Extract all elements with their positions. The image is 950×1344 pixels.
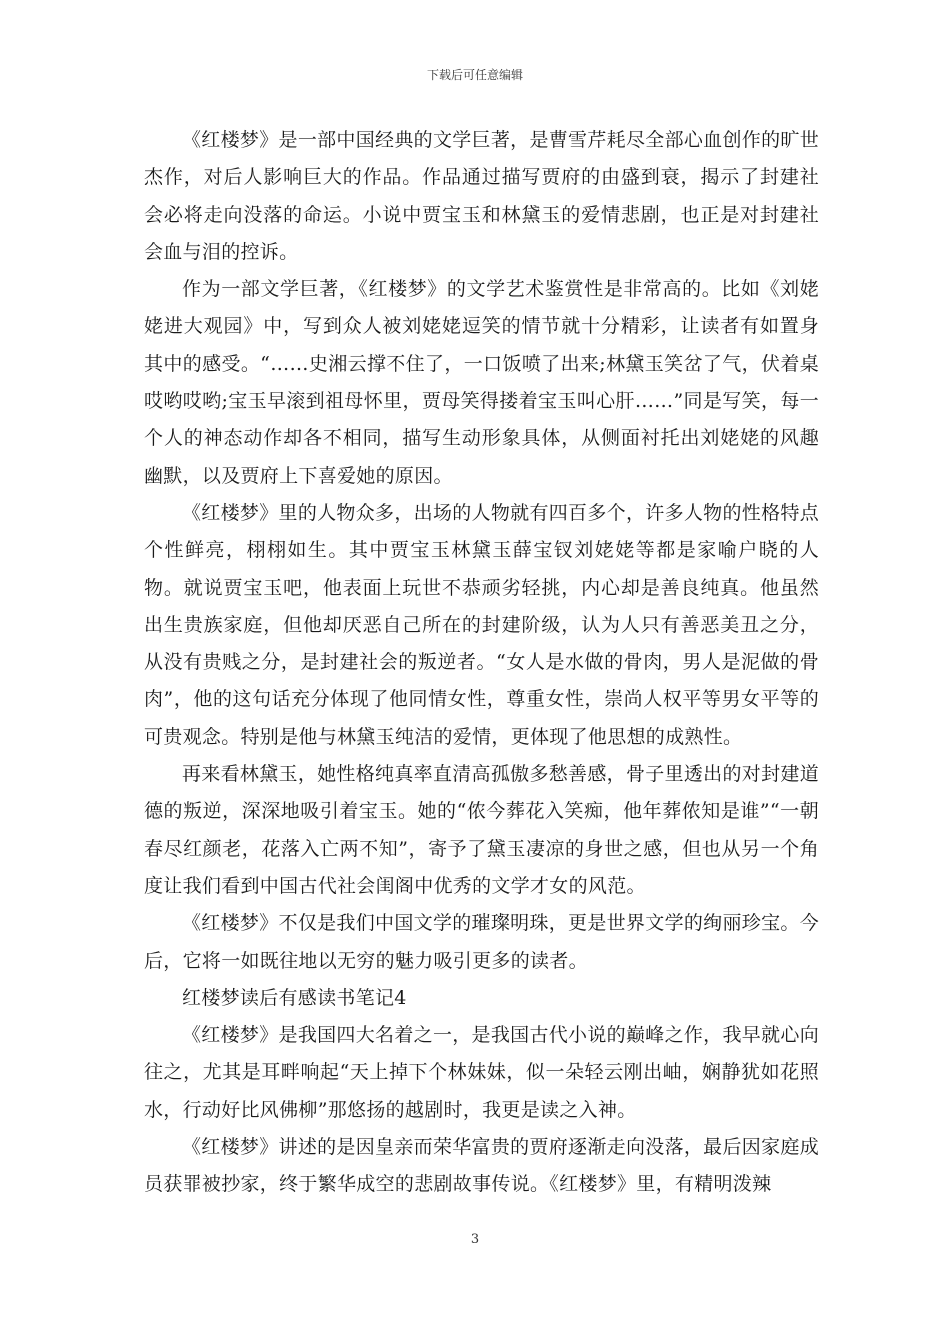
paragraph-2: 作为一部文学巨著，《红楼梦》的文学艺术鉴赏性是非常高的。比如《刘姥姥进大观园》中，写到众人被刘姥姥逗笑的情节就十分精彩，让读者有如置身其中的感受。“……史湘云撑不住了，一口饭喷了出来;林黛玉笑岔了气，伏着桌哎哟哎哟;宝玉早滚到祖母怀里，贾母笑得搂着宝玉叫心肝……”同是写笑，每一个人的神态动作却各不相同，描写生动形象具体，从侧面衬托出刘姥姥的风趣幽默，以及贾府上下喜爱她的原因。: [144, 278, 819, 487]
paragraph-3: 《红楼梦》里的人物众多，出场的人物就有四百多个，许多人物的性格特点个性鲜亮，栩栩如生。其中贾宝玉林黛玉薛宝钗刘姥姥等都是家喻户晓的人物。就说贾宝玉吧，他表面上玩世不恭顽劣轻挑，内心却是善良纯真。他虽然出生贵族家庭，但他却厌恶自己所在的封建阶级，认为人只有善恶美丑之分，从没有贵贱之分，是封建社会的叛逆者。“女人是水做的骨肉，男人是泥做的骨肉”，他的这句话充分体现了他同情女性，尊重女性，崇尚人权平等男女平等的可贵观念。特别是他与林黛玉纯洁的爱情，更体现了他思想的成熟性。: [144, 501, 819, 748]
paragraph-5: 《红楼梦》不仅是我们中国文学的璀璨明珠，更是世界文学的绚丽珍宝。今后，它将一如既往地以无穷的魅力吸引更多的读者。: [144, 912, 819, 972]
document-body: [144, 122, 819, 1204]
section-heading: 红楼梦读后有感读书笔记4: [182, 986, 407, 1009]
page-number: 3: [470, 1232, 480, 1247]
paragraph-4: 再来看林黛玉，她性格纯真率直清高孤傲多愁善感，骨子里透出的对封建道德的叛逆，深深地吸引着宝玉。她的“侬今葬花入笑痴，他年葬侬知是谁”“一朝春尽红颜老，花落入亡两不知”，寄予了黛玉凄凉的身世之感，但也从另一个角度让我们看到中国古代社会闺阁中优秀的文学才女的风范。: [144, 763, 819, 897]
paragraph-1: 《红楼梦》是一部中国经典的文学巨著，是曹雪芹耗尽全部心血创作的旷世杰作，对后人影响巨大的作品。作品通过描写贾府的由盛到衰，揭示了封建社会必将走向没落的命运。小说中贾宝玉和林黛玉的爱情悲剧，也正是对封建社会血与泪的控诉。: [144, 129, 819, 263]
paragraph-7: 《红楼梦》讲述的是因皇亲而荣华富贵的贾府逐渐走向没落，最后因家庭成员获罪被抄家，终于繁华成空的悲剧故事传说。《红楼梦》里，有精明泼辣: [144, 1136, 819, 1196]
page-header-note: 下载后可任意编辑: [426, 68, 523, 82]
paragraph-6: 《红楼梦》是我国四大名着之一，是我国古代小说的巅峰之作，我早就心向往之，尤其是耳畔响起“天上掉下个林妹妹，似一朵轻云刚出岫，娴静犹如花照水，行动好比风佛柳”那悠扬的越剧时，我更是读之入神。: [144, 1024, 819, 1121]
